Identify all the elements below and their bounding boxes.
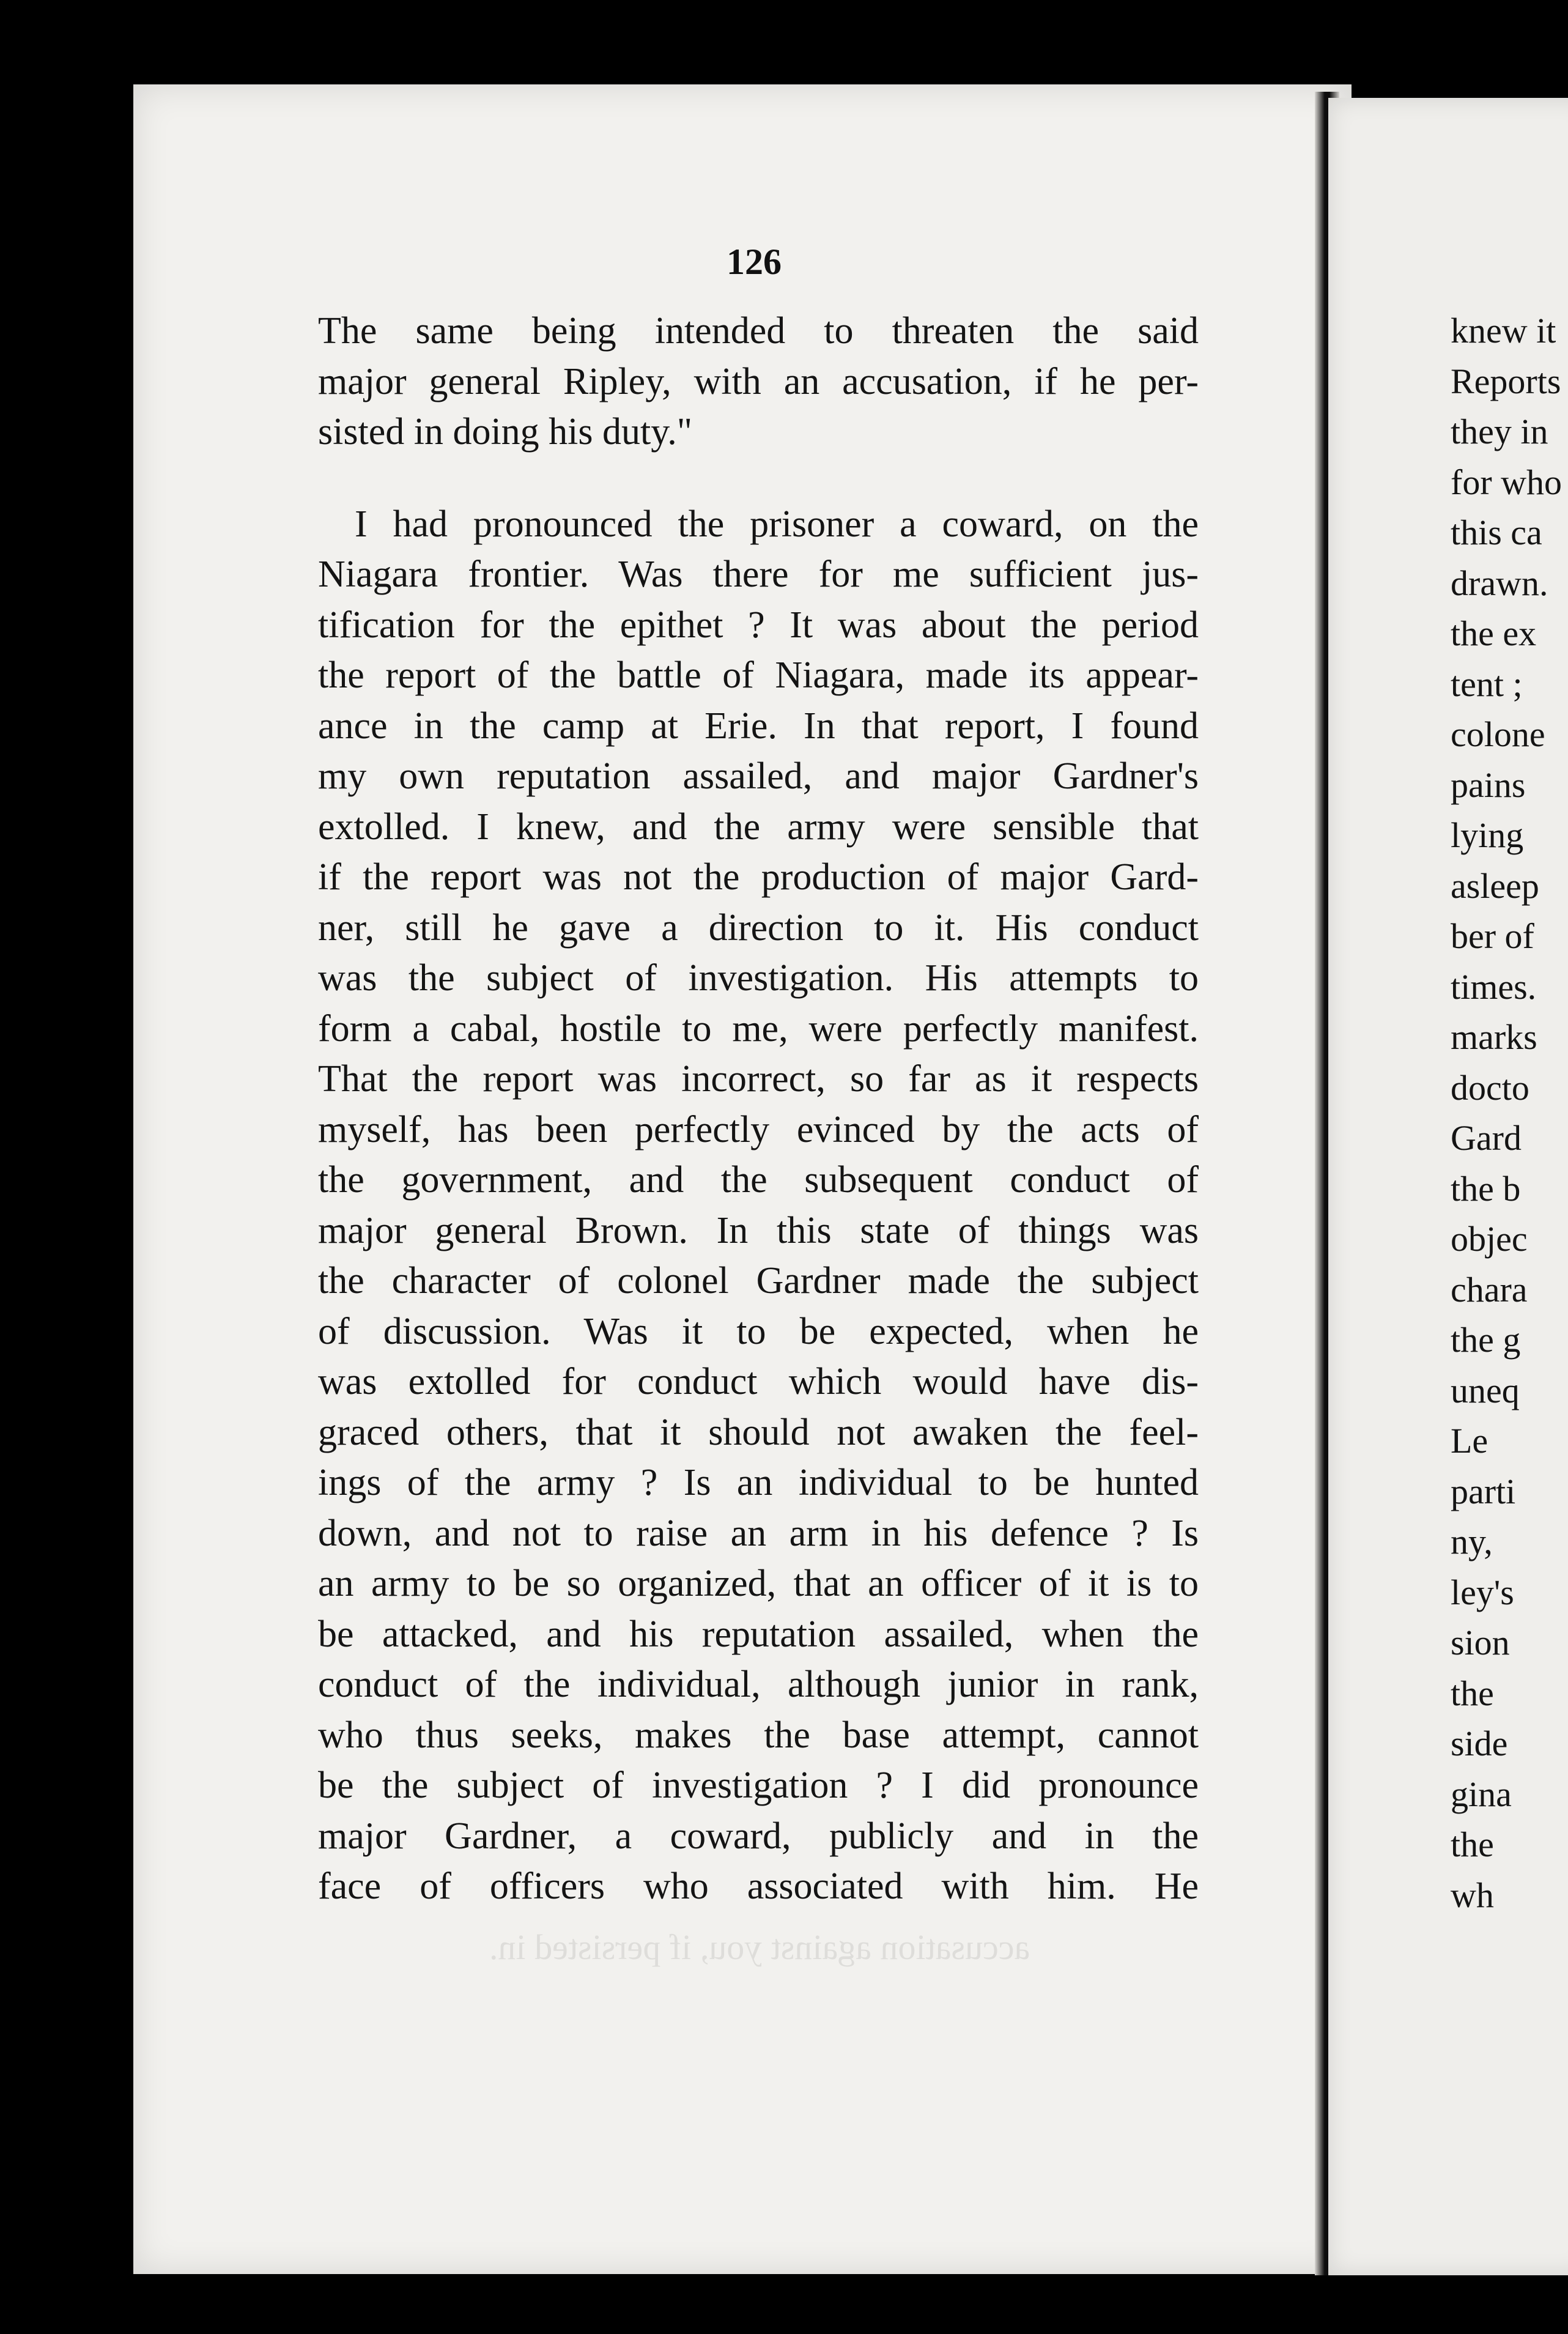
text-fragment: ny, <box>1451 1522 1493 1562</box>
text-fragment: uneq <box>1451 1370 1520 1410</box>
text-line: of discussion. Was it to be expected, when he <box>318 1310 1199 1352</box>
text-line: That the report was incorrect, so far as it respects <box>318 1058 1199 1100</box>
paragraph-gap <box>318 458 1199 499</box>
text-line: Niagara frontier. Was there for me sufficient jus- <box>318 554 1199 595</box>
text-line: was the subject of investigation. His attempts to <box>318 957 1199 999</box>
text-fragment: marks <box>1451 1017 1537 1057</box>
text-line: ner, still he gave a direction to it. His conduct <box>318 906 1199 949</box>
text-fragment: docto <box>1451 1067 1529 1108</box>
text-fragment: objec <box>1451 1219 1528 1259</box>
text-line: major general Brown. In this state of things was <box>318 1209 1199 1251</box>
text-fragment: pains <box>1451 765 1526 805</box>
text-fragment: tent ; <box>1451 664 1523 704</box>
text-fragment: the b <box>1451 1168 1521 1209</box>
text-line: The same being intended to threaten the said <box>318 310 1199 352</box>
text-line: I had pronounced the prisoner a coward, on the <box>355 503 1199 545</box>
text-line: face of officers who associated with him. He <box>318 1865 1199 1907</box>
text-line: the government, and the subsequent conduct of <box>318 1159 1199 1201</box>
text-line: down, and not to raise an arm in his defence ? Is <box>318 1512 1199 1554</box>
text-line: conduct of the individual, although junior in rank, <box>318 1664 1199 1705</box>
text-line: myself, has been perfectly evinced by the acts of <box>318 1108 1199 1150</box>
text-line: be attacked, and his reputation assailed, when the <box>318 1613 1199 1655</box>
text-fragment: gina <box>1451 1774 1512 1814</box>
text-fragment: for who <box>1451 462 1562 502</box>
text-line: an army to be so organized, that an officer of it is to <box>318 1563 1199 1604</box>
text-fragment: Le <box>1451 1421 1488 1461</box>
text-fragment: side <box>1451 1724 1508 1763</box>
text-fragment: lying <box>1451 815 1524 855</box>
main-text <box>318 306 1199 1912</box>
page-number: 126 <box>727 242 782 282</box>
text-line: the character of colonel Gardner made the subject <box>318 1260 1199 1302</box>
text-line: graced others, that it should not awaken the feel- <box>318 1411 1199 1453</box>
text-line: was extolled for conduct which would have dis- <box>318 1361 1199 1402</box>
text-line: sisted in doing his duty." <box>318 411 693 453</box>
text-fragment: this ca <box>1451 513 1542 552</box>
text-fragment: knew it <box>1451 311 1556 350</box>
text-line: major Gardner, a coward, publicly and in the <box>318 1815 1199 1857</box>
text-fragment: ley's <box>1451 1572 1514 1612</box>
text-line: ance in the camp at Erie. In that report, I found <box>318 705 1199 747</box>
text-fragment: times. <box>1451 966 1537 1007</box>
text-fragment: the ex <box>1451 613 1537 653</box>
text-line: major general Ripley, with an accusation, if he per- <box>318 360 1199 402</box>
text-fragment: chara <box>1451 1269 1528 1310</box>
text-line: tification for the epithet ? It was about the period <box>318 604 1199 646</box>
text-fragment: Gard <box>1451 1118 1522 1158</box>
text-fragment: sion <box>1451 1623 1510 1662</box>
text-line: form a cabal, hostile to me, were perfectly manifest. <box>318 1007 1199 1050</box>
text-line: be the subject of investigation ? I did pronounce <box>318 1765 1199 1806</box>
text-line: if the report was not the production of major Gard- <box>318 856 1199 898</box>
text-fragment: Reports <box>1451 361 1561 401</box>
text-fragment: the <box>1451 1673 1494 1713</box>
text-fragment: colone <box>1451 714 1545 754</box>
right-page-text <box>1451 306 1562 1921</box>
text-fragment: ber of <box>1451 916 1534 956</box>
text-fragment: asleep <box>1451 865 1539 906</box>
text-line: extolled. I knew, and the army were sensible that <box>318 806 1199 848</box>
text-fragment: drawn. <box>1451 563 1548 603</box>
text-line: the report of the battle of Niagara, made its appear- <box>318 654 1199 696</box>
text-line: ings of the army ? Is an individual to be hunted <box>318 1462 1199 1503</box>
text-fragment: the g <box>1451 1320 1521 1360</box>
text-line: my own reputation assailed, and major Gardner's <box>318 755 1199 797</box>
text-fragment: wh <box>1451 1875 1494 1915</box>
bleed-through-text: accusation against you, if persisted in. <box>489 1927 1030 1967</box>
text-fragment: they in <box>1451 412 1548 451</box>
text-fragment: parti <box>1451 1471 1516 1511</box>
text-line: who thus seeks, makes the base attempt, cannot <box>318 1714 1199 1756</box>
text-fragment: the <box>1451 1825 1494 1864</box>
